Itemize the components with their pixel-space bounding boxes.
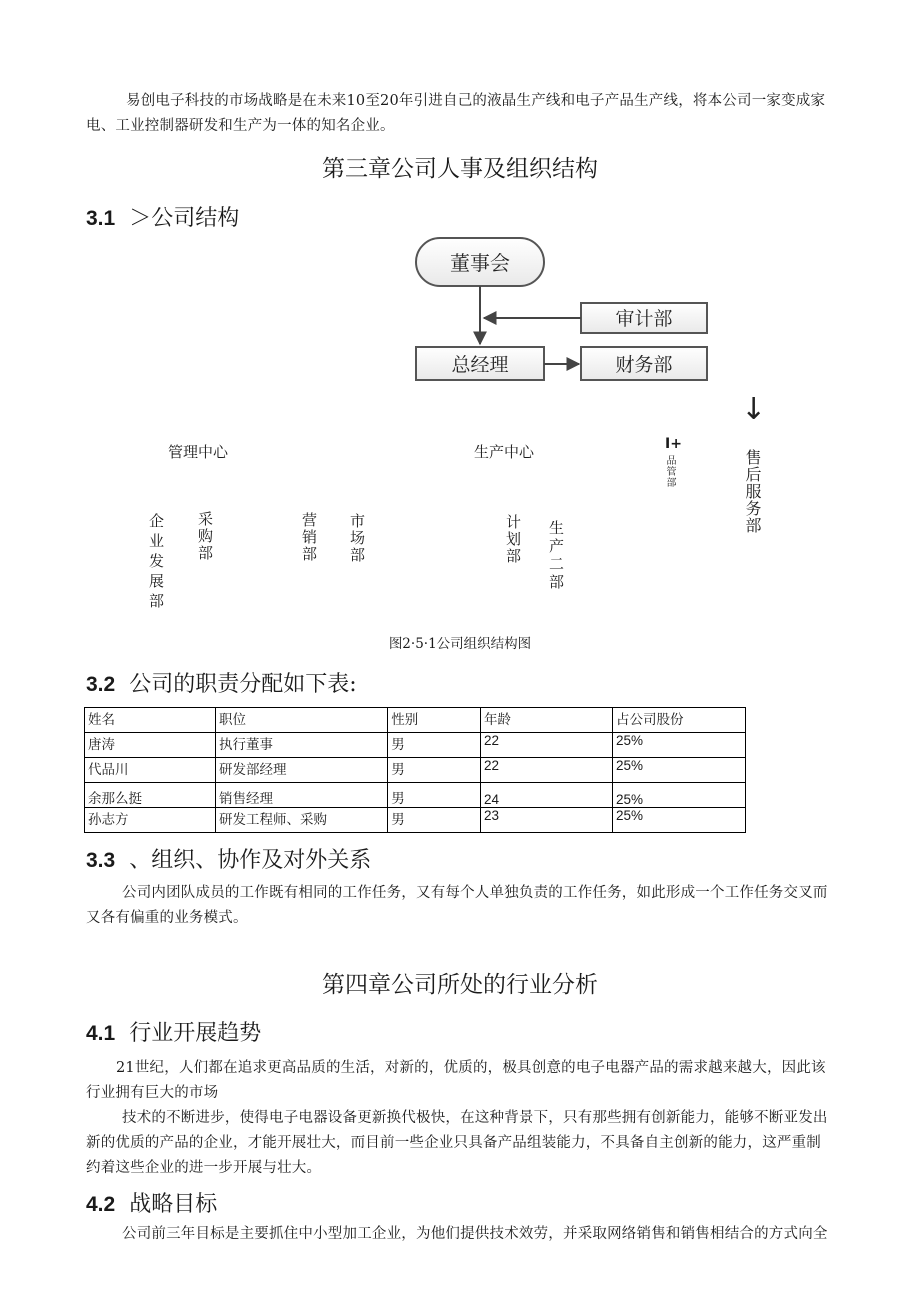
- finance-node: [581, 347, 707, 380]
- section-4-2-paragraph: 公司前三年目标是主要抓住中小型加工企业，为他们提供技术效劳，并采取网络销售和销售相结合的方式向全: [122, 1226, 828, 1242]
- section-number: 3.3: [86, 849, 116, 872]
- section-title: ＞公司结构: [129, 206, 240, 231]
- table-cell: 25%: [612, 758, 745, 783]
- dept-enterprise: 企业发展部: [147, 513, 165, 613]
- intro-paragraph: 易创电子科技的市场战略是在未来10至20年引进自己的液晶生产线和电子产品生产线，将本公司一家变成家电、工业控制器研发和生产为一体的知名企业。: [86, 93, 826, 134]
- section-3-3-paragraph: 公司内团队成员的工作既有相同的工作任务，又有每个人单独负责的工作任务，如此形成一个工作任务交叉而又各有偏重的业务模式。: [86, 885, 828, 926]
- figure-caption: 图2·5·1公司组织结构图: [388, 636, 532, 652]
- section-number: 4.1: [86, 1022, 116, 1045]
- dept-purchase: 采购部: [196, 511, 214, 562]
- chapter-4-title: 第四章公司所处的行业分析: [322, 972, 598, 998]
- table-cell: 男: [388, 783, 481, 808]
- down-arrow-icon: ↓: [741, 392, 767, 427]
- table-cell: 男: [388, 733, 481, 758]
- dept-marketing: 营销部: [300, 512, 318, 563]
- section-4-1-heading: [86, 1016, 261, 1047]
- table-cell: 男: [388, 758, 481, 783]
- section-4-2-heading: [86, 1187, 217, 1218]
- after-sales-label: 售后服务部: [743, 449, 762, 534]
- table-row: [85, 783, 746, 808]
- header-cell: 年龄: [480, 708, 612, 733]
- table-cell: 25%: [612, 733, 745, 758]
- section-3-2-heading: [86, 667, 357, 698]
- table-cell: 孙志方: [85, 808, 216, 833]
- gm-node: [416, 347, 544, 380]
- table-cell: 23: [480, 808, 612, 833]
- section-number: 4.2: [86, 1193, 116, 1216]
- audit-node: [581, 303, 707, 333]
- chapter-3-title: 第三章公司人事及组织结构: [322, 156, 598, 182]
- section-title: 行业开展趋势: [129, 1021, 262, 1046]
- table-cell: 25%: [612, 808, 745, 833]
- table-row: [85, 808, 746, 833]
- duty-table: [84, 707, 746, 833]
- table-row: [85, 733, 746, 758]
- dept-plan: 计划部: [504, 514, 522, 565]
- section-number: 3.2: [86, 673, 116, 696]
- header-cell: 职位: [215, 708, 387, 733]
- org-chart-top: [400, 228, 730, 403]
- table-cell: 22: [480, 733, 612, 758]
- section-title: 、组织、协作及对外关系: [129, 848, 372, 873]
- table-cell: 25%: [612, 783, 745, 808]
- section-number: 3.1: [86, 207, 116, 230]
- qc-dept-label: 品管部: [664, 455, 675, 488]
- table-cell: 研发部经理: [215, 758, 387, 783]
- section-3-3-heading: [86, 843, 371, 874]
- board-label: 董事会: [450, 251, 510, 275]
- section-title: 战略目标: [129, 1192, 218, 1217]
- table-cell: 余那么挺: [85, 783, 216, 808]
- header-cell: 姓名: [85, 708, 216, 733]
- table-cell: 22: [480, 758, 612, 783]
- table-cell: 男: [388, 808, 481, 833]
- table-cell: 销售经理: [215, 783, 387, 808]
- section-4-1-paragraph-2: 技术的不断进步，使得电子电器设备更新换代极快，在这种背景下，只有那些拥有创新能力，能够不断亚发出新的优质的产品的企业，才能开展壮大，而目前一些企业只具备产品组装能力，不具备自主创新的能力，这严重制约着这些企业的进一步开展与壮大。: [86, 1110, 828, 1176]
- finance-label: 财务部: [615, 354, 673, 376]
- table-row: [85, 758, 746, 783]
- board-node: [416, 238, 544, 286]
- section-title: 公司的职责分配如下表:: [129, 672, 357, 697]
- table-cell: 代品川: [85, 758, 216, 783]
- section-3-1-heading: [86, 201, 239, 232]
- header-cell: 占公司股份: [612, 708, 745, 733]
- table-header-row: [85, 708, 746, 733]
- gm-label: 总经理: [451, 354, 509, 376]
- table-cell: 唐涛: [85, 733, 216, 758]
- dept-prod2: 生产二部: [547, 520, 565, 592]
- header-cell: 性别: [388, 708, 481, 733]
- audit-label: 审计部: [615, 308, 673, 330]
- mgmt-center-label: 管理中心: [168, 443, 229, 461]
- section-4-1-paragraph-1: 21世纪，人们都在追求更高品质的生活，对新的，优质的，极具创意的电子电器产品的需求越来越大，因此该行业拥有巨大的市场: [86, 1060, 826, 1101]
- prod-center-label: 生产中心: [474, 443, 535, 461]
- table-cell: 24: [480, 783, 612, 808]
- table-cell: 研发工程师、采购: [215, 808, 387, 833]
- dept-market: 市场部: [348, 513, 366, 564]
- partial-dept-mark: I+: [665, 436, 682, 452]
- table-cell: 执行董事: [215, 733, 387, 758]
